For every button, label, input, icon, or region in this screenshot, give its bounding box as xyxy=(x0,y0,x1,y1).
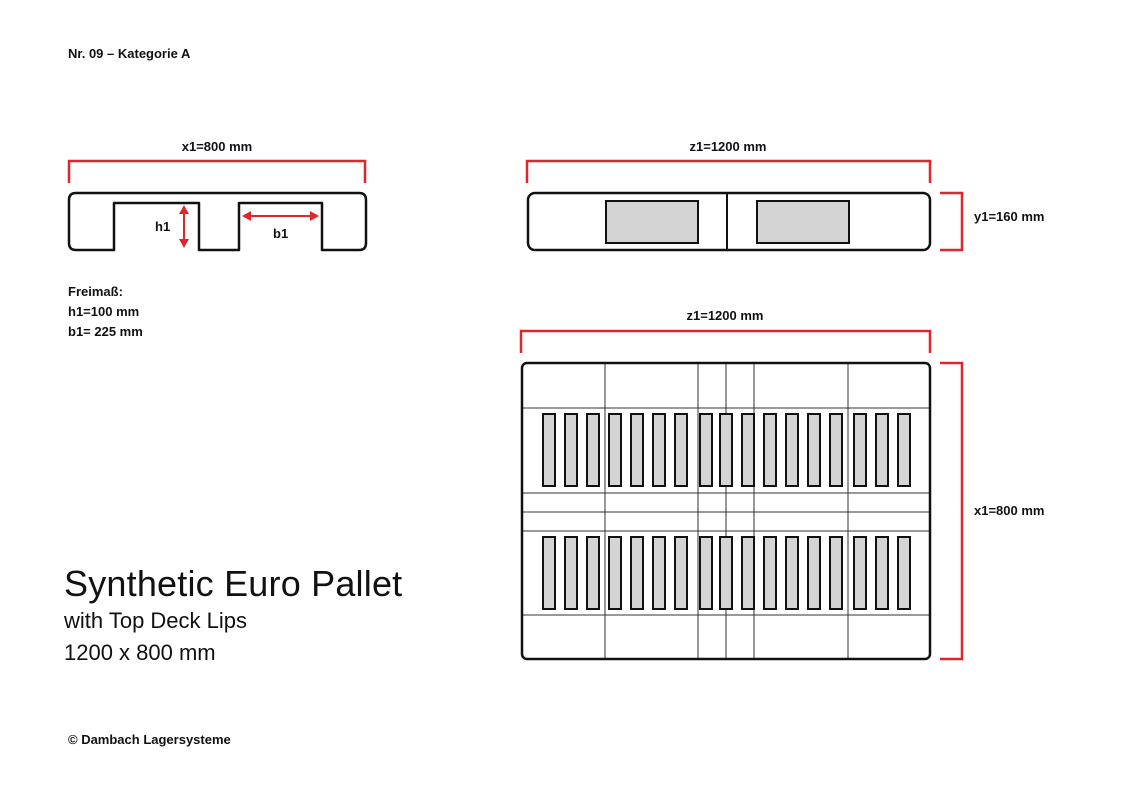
product-subtitle: with Top Deck Lips xyxy=(64,608,248,633)
deck-slat xyxy=(830,414,842,486)
side-view-dimension-bracket xyxy=(69,161,365,183)
product-dimensions: 1200 x 800 mm xyxy=(64,640,216,665)
deck-slat xyxy=(898,414,910,486)
deck-slat xyxy=(876,414,888,486)
deck-slat xyxy=(808,537,820,609)
deck-slat xyxy=(742,537,754,609)
deck-slat xyxy=(720,537,732,609)
deck-slat xyxy=(675,414,687,486)
deck-slat xyxy=(543,414,555,486)
bottom-slat-row xyxy=(543,537,910,609)
clearance-notes xyxy=(68,282,143,342)
front-view-height-label: y1=160 mm xyxy=(974,209,1045,224)
top-view xyxy=(521,331,962,659)
document-header: Nr. 09 – Kategorie A xyxy=(68,46,191,61)
top-view-width-bracket xyxy=(940,363,962,659)
deck-slat xyxy=(830,537,842,609)
clearance-title: Freimaß: xyxy=(68,284,123,299)
product-title-block xyxy=(64,563,402,669)
deck-slat xyxy=(898,537,910,609)
front-view-opening-right xyxy=(757,201,849,243)
deck-slat xyxy=(587,537,599,609)
front-view-outline xyxy=(528,193,930,250)
side-view xyxy=(69,161,366,250)
deck-slat xyxy=(653,537,665,609)
b1-label: b1 xyxy=(273,226,289,241)
h1-arrow xyxy=(179,205,189,248)
deck-slat xyxy=(876,537,888,609)
front-view-opening-left xyxy=(606,201,698,243)
deck-slat xyxy=(631,537,643,609)
deck-slat xyxy=(720,414,732,486)
deck-slat xyxy=(543,537,555,609)
top-view-length-label: z1=1200 mm xyxy=(686,308,764,323)
front-view-length-label: z1=1200 mm xyxy=(689,139,767,154)
deck-slat xyxy=(609,537,621,609)
deck-slat xyxy=(808,414,820,486)
deck-slat xyxy=(854,537,866,609)
top-view-length-bracket xyxy=(521,331,930,353)
b1-arrow xyxy=(242,211,319,221)
deck-slat xyxy=(786,414,798,486)
deck-slat xyxy=(854,414,866,486)
top-view-width-label: x1=800 mm xyxy=(974,503,1045,518)
top-view-grid xyxy=(522,363,930,659)
deck-slat xyxy=(587,414,599,486)
deck-slat xyxy=(700,414,712,486)
product-title: Synthetic Euro Pallet xyxy=(64,563,403,604)
front-view xyxy=(527,161,962,250)
front-view-height-bracket xyxy=(940,193,962,250)
copyright-footer: © Dambach Lagersysteme xyxy=(68,732,231,747)
side-view-width-label: x1=800 mm xyxy=(181,139,253,154)
front-view-length-bracket xyxy=(527,161,930,183)
deck-slat xyxy=(565,537,577,609)
deck-slat xyxy=(631,414,643,486)
top-slat-row xyxy=(543,414,910,486)
h1-label: h1 xyxy=(155,219,171,234)
deck-slat xyxy=(653,414,665,486)
clearance-b1-value: b1= 225 mm xyxy=(68,324,143,339)
side-view-pallet-outline xyxy=(69,193,366,250)
deck-slat xyxy=(700,537,712,609)
deck-slat xyxy=(675,537,687,609)
clearance-h1-value: h1=100 mm xyxy=(68,304,140,319)
deck-slat xyxy=(565,414,577,486)
deck-slat xyxy=(742,414,754,486)
deck-slat xyxy=(764,537,776,609)
deck-slat xyxy=(786,537,798,609)
deck-slat xyxy=(609,414,621,486)
deck-slat xyxy=(764,414,776,486)
